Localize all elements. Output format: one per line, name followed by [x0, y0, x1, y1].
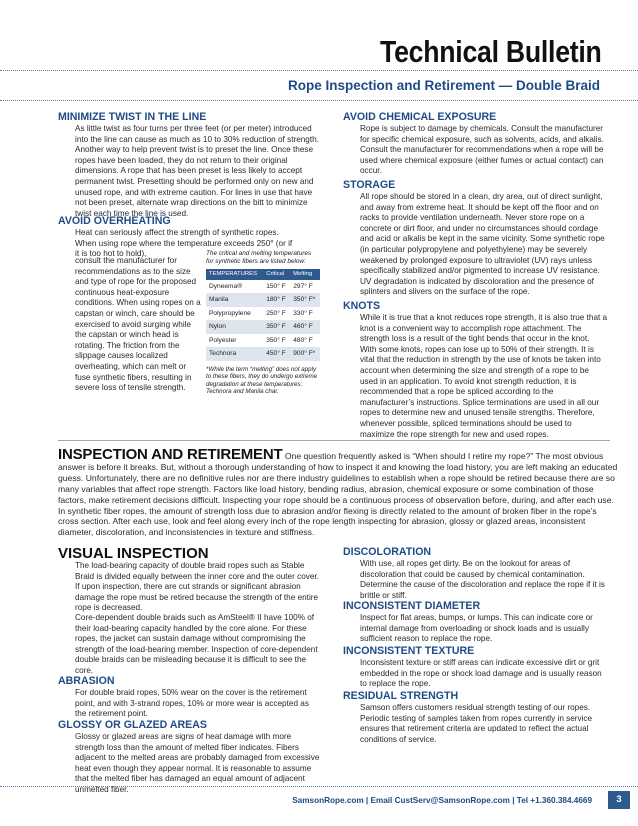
section-body-knots: While it is true that a knot reduces rope strength, it is also true that a knot is a convenient way to accomplish rope attachment. The strength loss is a result of the tight bends that occur in the knot. With some knots, ropes can lose up to 50% of their strength. It is vital that the reduction in strength by the use of knots be taken into account when determining the size and strength of a rope to be used in an application. To avoid knot strength reduction, it is recommended that a rope be spliced according to the manufacturer’s instructions. Splice terminations are used in all our ropes to determine new and unused tensile strengths. Therefore, whenever possible, spliced terminations should be used to maximize the rope strength for new and used ropes. [360, 313, 608, 439]
visual-inspection-heading: VISUAL INSPECTION [58, 545, 209, 562]
header-divider [0, 70, 638, 71]
inspection-heading: INSPECTION AND RETIREMENT [58, 446, 283, 463]
section-heading-glossy: GLOSSY OR GLAZED AREAS [58, 719, 207, 731]
fiber-name: Polypropylene [206, 307, 263, 321]
temperature-table-block [206, 250, 320, 396]
melting-temp: 297° F [290, 280, 320, 294]
subtitle-divider [0, 100, 638, 101]
melting-temp: 900° F* [290, 347, 320, 361]
page-subtitle: Rope Inspection and Retirement — Double Braid [287, 78, 600, 93]
page-number: 3 [608, 791, 630, 809]
column-header: TEMPERATURES [206, 269, 263, 280]
page-title: Technical Bulletin [380, 34, 602, 69]
temperature-table-note: *While the term “melting” does not apply to these fibers, they do undergo extreme degradation at these temperatures: Technora and Manila char. [206, 365, 318, 396]
column-header: Melting [290, 269, 320, 280]
inspection-body: One question frequently asked is “When should I retire my rope?” The most obvious answer is before it breaks. But, without a thorough understanding of how to inspect it and knowing the load history, you are left making an educated guess. Unfortunately, there are no definitive rules nor are there industry guidelines to establish when a rope should be retired because there are so many variables that affect rope strength. Factors like load history, bending radius, abrasion, chemical exposure or some combination of those factors, make retirement decisions difficult. Inspecting your rope should be a continuous process of observation before, during, and after each use. In synthetic fiber ropes, the amount of strength loss due to abrasion and/or flexing is directly related to the amount of broken fiber in the rope’s cross section. After each use, look and feel along every inch of the rope length inspecting for abrasion, glossy or glazed areas, inconsistent diameter, discoloration, and inconsistencies in texture and stiffness. [58, 451, 618, 538]
section-body-diameter: Inspect for flat areas, bumps, or lumps. This can indicate core or internal damage from overloading or shock loads and is usually sufficient reason to replace the rope. [360, 613, 593, 644]
section-body-storage: All rope should be stored in a clean, dry area, out of direct sunlight, and away from extreme heat. It should be kept off the floor and on racks to provide ventilation underneath. Never store rope on a concrete or dirt floor, and under no circumstances should cordage and acid or alkalis be kept in the same vicinity. Some synthetic rope (in particular polypropylene and polyethylene) may be severely weakened by prolonged exposure to ultraviolet (UV) rays unless specifically stabilized and/or pigmented to increase UV resistance. UV degradation is indicated by discoloration and the presence of splinters and slivers on the surface of the rope. [360, 192, 605, 297]
section-body-overheating-intro: Heat can seriously affect the strength of synthetic ropes. When using rope where the temperature exceeds 250° (or if it is too hot to hold), [75, 228, 293, 259]
fiber-name: Polyester [206, 334, 263, 348]
table-row [206, 307, 320, 321]
critical-temp: 350° F [263, 334, 290, 348]
section-heading-chemical: AVOID CHEMICAL EXPOSURE [343, 111, 497, 123]
section-heading-twist: MINIMIZE TWIST IN THE LINE [58, 111, 207, 123]
section-heading-texture: INCONSISTENT TEXTURE [343, 645, 475, 657]
footer-contact[interactable]: SamsonRope.com | Email CustServ@SamsonRope.com | Tel +1.360.384.4669 [292, 796, 592, 805]
melting-temp: 480° F [290, 334, 320, 348]
section-heading-residual: RESIDUAL STRENGTH [343, 690, 459, 702]
melting-temp: 350° F* [290, 293, 320, 307]
section-heading-knots: KNOTS [343, 300, 381, 312]
temperature-table-header [206, 269, 320, 280]
column-header: Critical [263, 269, 290, 280]
critical-temp: 180° F [263, 293, 290, 307]
fiber-name: Dyneema® [206, 280, 263, 294]
section-body-overheating: consult the manufacturer for recommendations as to the size and type of rope for the proposed continuous heat-exposure conditions. When using ropes on a capstan or winch, care should be exercised to avoid surging while the capstan or winch head is rotating. The friction from the slippage causes localized overheating, which can melt or fuse synthetic fibers, resulting in severe loss of tensile strength. [75, 256, 201, 393]
critical-temp: 450° F [263, 347, 290, 361]
fiber-name: Technora [206, 347, 263, 361]
section-heading-discoloration: DISCOLORATION [343, 546, 432, 558]
section-body-chemical: Rope is subject to damage by chemicals. Consult the manufacturer for specific chemical exposure, such as solvents, acids, and alkalis. Consult the manufacturer for recommendations when a rope will be used where chemical exposure (either fumes or actual contact) can occur. [360, 124, 604, 176]
temperature-table [206, 269, 320, 361]
section-body-residual: Samson offers customers residual strength testing of our ropes. Periodic testing of samples taken from ropes currently in service ensures that retirement criteria are updated to reflect the actual conditions of service. [360, 703, 593, 744]
visual-inspection-p1: The load-bearing capacity of double braid ropes such as Stable Braid is divided equally between the inner core and the outer cover. If upon inspection, there are cut strands or significant abrasion damage the rope must be retired because the strength of the entire rope is decreased. [75, 561, 319, 613]
section-heading-overheating: AVOID OVERHEATING [58, 215, 171, 227]
section-heading-abrasion: ABRASION [58, 675, 115, 687]
section-body-twist: As little twist as four turns per three feet (or per meter) introduced into the line can cause as much as 10 to 30% reduction of strength. Another way to help prevent twist is to preset the line. Once these ropes have been loaded, they do not return to their original dimensions. A rope that has been preset is less likely to accept permanent twist. Presetting should be performed only on new and unused rope, and with extreme caution. For lines in use that have not been preset, alternate wrap directions on the bitt to minimize twist each time the line is used. [75, 124, 319, 218]
critical-temp: 250° F [263, 307, 290, 321]
inspection-intro [58, 446, 618, 538]
melting-temp: 330° F [290, 307, 320, 321]
section-divider [58, 440, 610, 441]
temperature-table-caption: The critical and melting temperatures for synthetic fibers are listed below: [206, 250, 312, 265]
critical-temp: 150° F [263, 280, 290, 294]
table-row [206, 320, 320, 334]
visual-inspection-p2: Core-dependent double braids such as AmSteel® II have 100% of their load-bearing capacity handled by the core alone. For these ropes, the jacket can sustain damage without compromising the strength of the load-bearing member. Inspection of core-dependent double braids can be misleading because it is difficult to see the core. [75, 613, 318, 675]
fiber-name: Manila [206, 293, 263, 307]
section-body-glossy: Glossy or glazed areas are signs of heat damage with more strength loss than the amount of melted fiber indicates. Fibers adjacent to the melted areas are probably damaged from excessive heat even though they appear normal. It is reasonable to assume that the melted fiber has damaged an equal amount of adjacent unmelted fiber. [75, 732, 320, 794]
table-row [206, 334, 320, 348]
section-body-texture: Inconsistent texture or stiff areas can indicate excessive dirt or grit embedded in the rope or shock load damage and is usually reason to replace the rope. [360, 658, 602, 689]
section-heading-storage: STORAGE [343, 179, 396, 191]
section-body-discoloration: With use, all ropes get dirty. Be on the lookout for areas of discoloration that could be caused by chemical contamination. Determine the cause of the discoloration and replace the rope if it is brittle or stiff. [360, 559, 605, 600]
critical-temp: 350° F [263, 320, 290, 334]
table-row [206, 293, 320, 307]
section-heading-diameter: INCONSISTENT DIAMETER [343, 600, 481, 612]
section-body-abrasion: For double braid ropes, 50% wear on the cover is the retirement point, and with 3-strand ropes, 10% or more wear is accepted as the retirement point. [75, 688, 309, 719]
melting-temp: 460° F [290, 320, 320, 334]
footer-divider [0, 786, 638, 787]
table-row [206, 347, 320, 361]
table-row [206, 280, 320, 294]
fiber-name: Nylon [206, 320, 263, 334]
